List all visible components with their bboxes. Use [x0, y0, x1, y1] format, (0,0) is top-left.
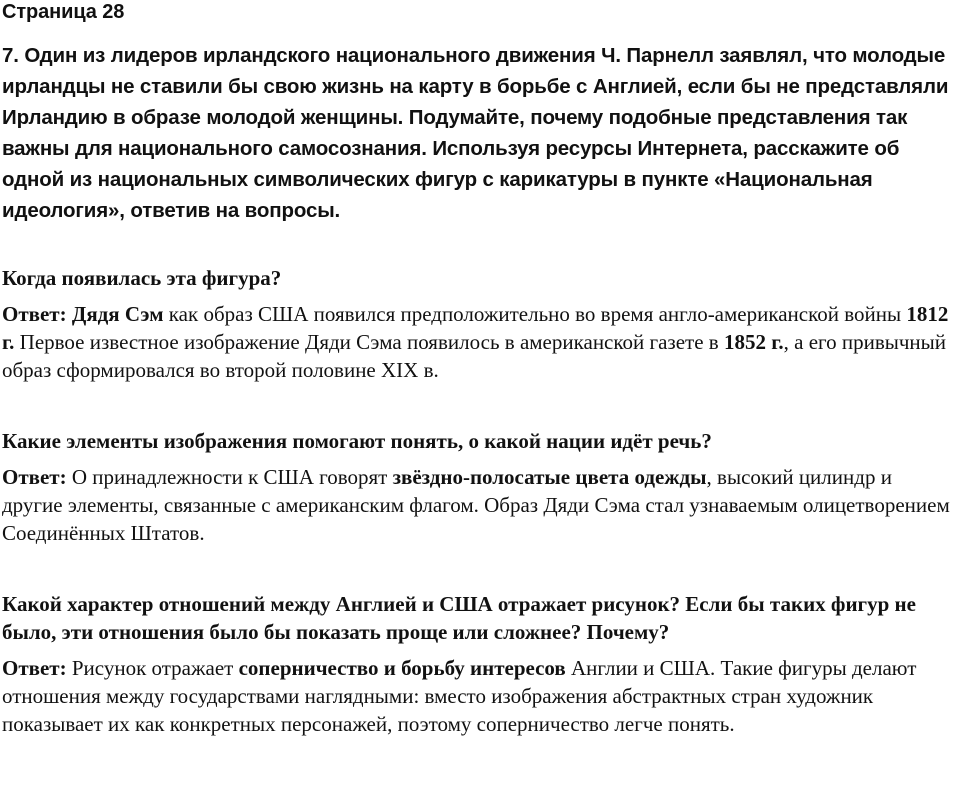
task-text: 7. Один из лидеров ирландского национального движения Ч. Парнелл заявлял, что молодые ирландцы не ставили бы свою жизнь на карту в борьбе с Англией, если бы не представляли Ирландию в образе молодой женщины. Подумайте, почему подобные представления так важны для национального самосознания. Используя ресурсы Интернета, расскажите об одной из национальных символических фигур с карикатуры в пункте «Национальная идеология», ответив на вопросы. [2, 44, 949, 222]
answer-2 [2, 463, 955, 547]
answer-label: Ответ: [2, 656, 67, 680]
answer-1 [2, 300, 955, 384]
answer-emphasis: соперничество и борьбу интересов [238, 656, 566, 680]
question-2: Какие элементы изображения помогают понять, о какой нации идёт речь? [2, 429, 712, 453]
qa-block-2 [2, 427, 955, 547]
question-3: Какой характер отношений между Англией и США отражает рисунок? Если бы таких фигур не было, эти отношения было бы показать проще или сложнее? Почему? [2, 592, 916, 644]
answer-emphasis: звёздно-полосатые цвета одежды [392, 465, 707, 489]
answer-label: Ответ: [2, 302, 67, 326]
answer-text: , высокий цилиндр и другие элементы, связанные с американским флагом. Образ Дяди Сэма стал узнаваемым олицетворением Соединённых Штатов. [2, 465, 950, 545]
answer-emphasis: Дядя Сэм [71, 302, 164, 326]
answer-text: Англии и США. Такие фигуры делают отношения между государствами наглядными: вместо изображения абстрактных стран художник показывает их как конкретных персонажей, поэтому соперничество легче понять. [2, 656, 917, 736]
page-title: Страница 28 [2, 1, 125, 23]
answer-text: О принадлежности к США говорят [66, 465, 393, 489]
answer-emphasis: 1852 г. [723, 330, 784, 354]
answer-text: как образ США появился предположительно во время англо-американской войны [163, 302, 907, 326]
qa-block-3 [2, 590, 955, 738]
answer-text: Первое известное изображение Дяди Сэма появилось в американской газете в [14, 330, 724, 354]
qa-block-1 [2, 264, 955, 384]
question-1: Когда появилась эта фигура? [2, 266, 282, 290]
answer-3 [2, 654, 955, 738]
answer-emphasis: 1812 г. [2, 302, 949, 354]
answer-text: Рисунок отражает [66, 656, 239, 680]
answer-text: , а его привычный образ сформировался во второй половине XIX в. [2, 330, 947, 382]
answer-label: Ответ: [2, 465, 67, 489]
